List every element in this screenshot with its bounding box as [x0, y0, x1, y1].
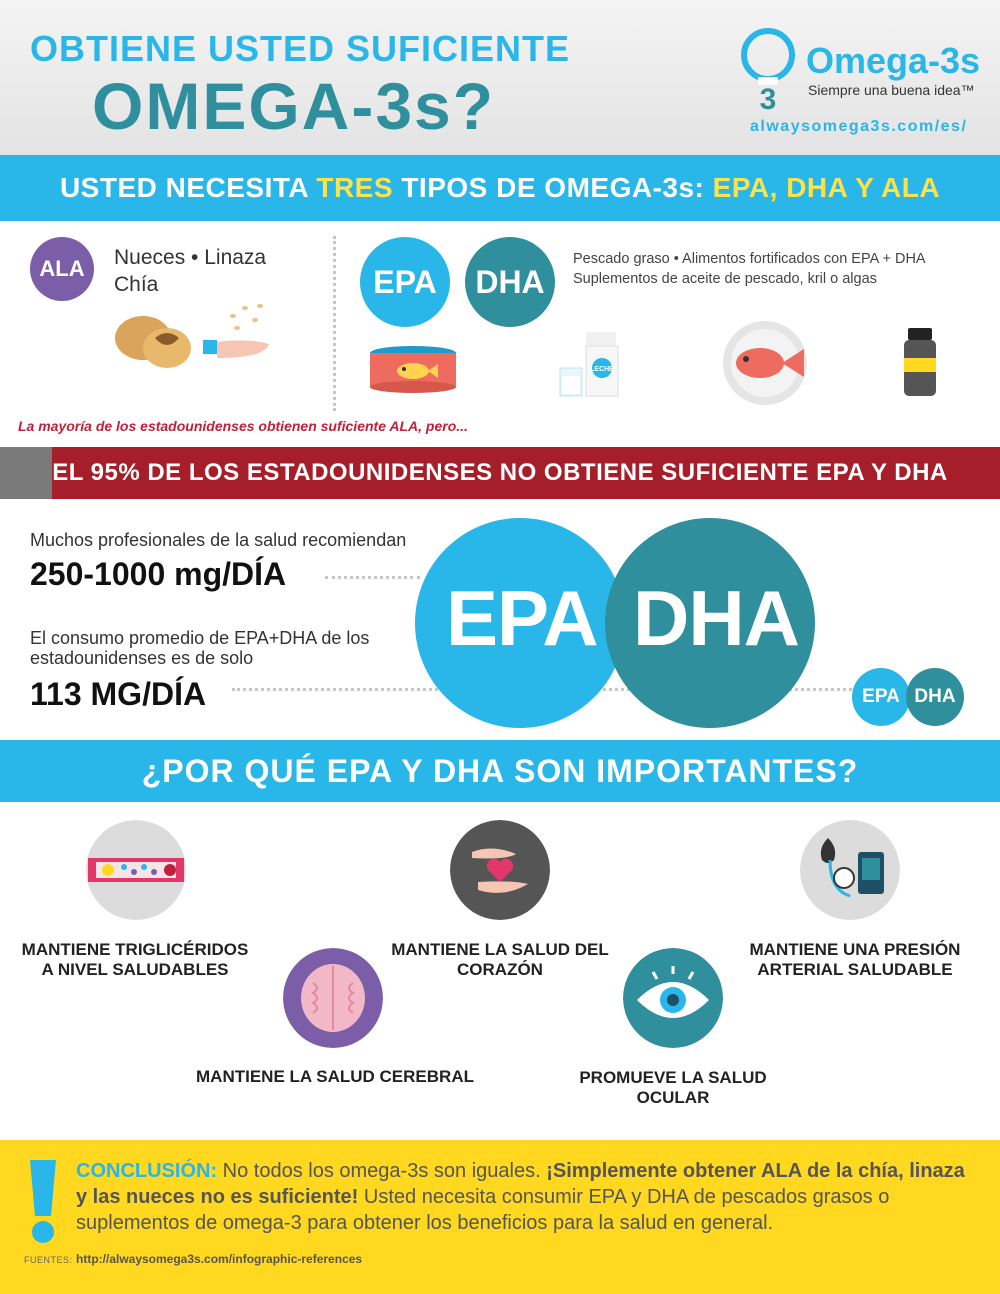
conclusion-bold-text: ¡Simplemente obtener ALA de la chía, linaza y las nueces no es suficiente! — [76, 1160, 965, 1208]
section-divider — [333, 236, 336, 411]
brain-label: MANTIENE LA SALUD CEREBRAL — [196, 1067, 474, 1086]
heart-hands-icon — [450, 820, 550, 920]
conclusion-label: CONCLUSIÓN: — [76, 1160, 218, 1182]
small-dha-circle: DHA — [906, 668, 964, 726]
conclusion-text-1: No todos los omega-3s son iguales. — [217, 1160, 547, 1182]
banner-text: USTED NECESITA — [59, 172, 317, 203]
sources-url-link[interactable]: http://alwaysomega3s.com/infographic-references — [76, 1252, 363, 1266]
blood-pressure-label — [730, 940, 980, 980]
fish-plate-icon — [722, 320, 808, 406]
banner-text-2: TIPOS DE OMEGA-3s: — [393, 172, 713, 203]
blood-pressure-label-line2: ARTERIAL SALUDABLE — [757, 960, 953, 979]
svg-text:3: 3 — [759, 83, 777, 115]
tuna-can-icon — [368, 345, 458, 393]
eye-label — [553, 1068, 793, 1108]
lightbulb-logo-icon — [738, 25, 798, 115]
epa-dha-sources-line2: Suplementos de aceite de pescado, kril o algas — [573, 271, 877, 287]
eye-label-line2: OCULAR — [636, 1088, 710, 1107]
ala-sources — [114, 244, 266, 298]
banner-highlight-types: EPA, DHA Y ALA — [712, 172, 941, 203]
sources-label: FUENTES: — [24, 1255, 73, 1265]
heart-label — [375, 940, 625, 980]
walnuts-flax-icon — [105, 298, 280, 373]
epa-badge: EPA — [360, 237, 450, 327]
triglycerides-icon — [86, 820, 186, 920]
ninety-five-percent-banner: EL 95% DE LOS ESTADOUNIDENSES NO OBTIENE SUFICIENTE EPA Y DHA — [0, 447, 1000, 499]
ala-footnote: La mayoría de los estadounidenses obtienen suficiente ALA, pero... — [18, 418, 468, 434]
triglycerides-label — [15, 940, 255, 980]
recommendation-text: Muchos profesionales de la salud recomiendan — [30, 530, 407, 550]
eye-label-line1: PROMUEVE LA SALUD — [579, 1068, 767, 1087]
title-line1: OBTIENE USTED SUFICIENTE — [30, 28, 571, 69]
logo-url-link[interactable]: alwaysomega3s.com/es/ — [750, 118, 968, 135]
heart-label-line2: CORAZÓN — [457, 960, 543, 979]
blood-pressure-label-line1: MANTIENE UNA PRESIÓN — [749, 940, 961, 959]
big-epa-label: EPA — [446, 574, 598, 662]
logo-name: Omega-3s — [806, 40, 981, 81]
triglycerides-label-line1: MANTIENE TRIGLICÉRIDOS — [21, 940, 249, 959]
triglycerides-label-line2: A NIVEL SALUDABLES — [41, 960, 229, 979]
eye-icon — [623, 948, 723, 1048]
dha-badge: DHA — [465, 237, 555, 327]
epa-dha-sources-line1: Pescado graso • Alimentos fortificados con EPA + DHA — [573, 251, 926, 267]
ala-badge: ALA — [30, 237, 94, 301]
ala-sources-line2: Chía — [114, 273, 159, 296]
heart-label-line1: MANTIENE LA SALUD DEL — [391, 940, 609, 959]
recommended-intake-value: 250-1000 mg/DÍA — [30, 556, 287, 592]
supplement-bottle-icon — [902, 328, 938, 398]
banner-highlight-tres: TRES — [316, 172, 394, 203]
logo-tagline: Siempre una buena idea™ — [808, 82, 975, 98]
big-dha-label: DHA — [633, 574, 799, 662]
conclusion-text — [76, 1158, 976, 1236]
why-important-banner: ¿POR QUÉ EPA Y DHA SON IMPORTANTES? — [0, 740, 1000, 802]
recommended-leader-line — [325, 576, 420, 579]
milk-label: LECHE — [590, 366, 614, 373]
three-types-banner — [0, 155, 1000, 221]
average-intake-line1: El consumo promedio de EPA+DHA de los — [30, 628, 370, 648]
conclusion-text-2: Usted necesita consumir EPA y DHA de pescados grasos o suplementos de omega-3 para obtener los beneficios para la salud en general. — [76, 1186, 890, 1234]
small-epa-circle: EPA — [852, 668, 910, 726]
epa-dha-sources — [573, 249, 926, 289]
average-intake-text — [30, 628, 369, 668]
average-intake-value: 113 MG/DÍA — [30, 676, 207, 712]
milk-carton-icon — [558, 330, 620, 398]
ala-sources-line1: Nueces • Linaza — [114, 246, 267, 269]
brain-icon — [283, 948, 383, 1048]
exclamation-icon — [26, 1160, 60, 1244]
title-line2: OMEGA-3s? — [92, 69, 496, 143]
blood-pressure-icon — [800, 820, 900, 920]
average-intake-line2: estadounidenses es de solo — [30, 648, 254, 668]
